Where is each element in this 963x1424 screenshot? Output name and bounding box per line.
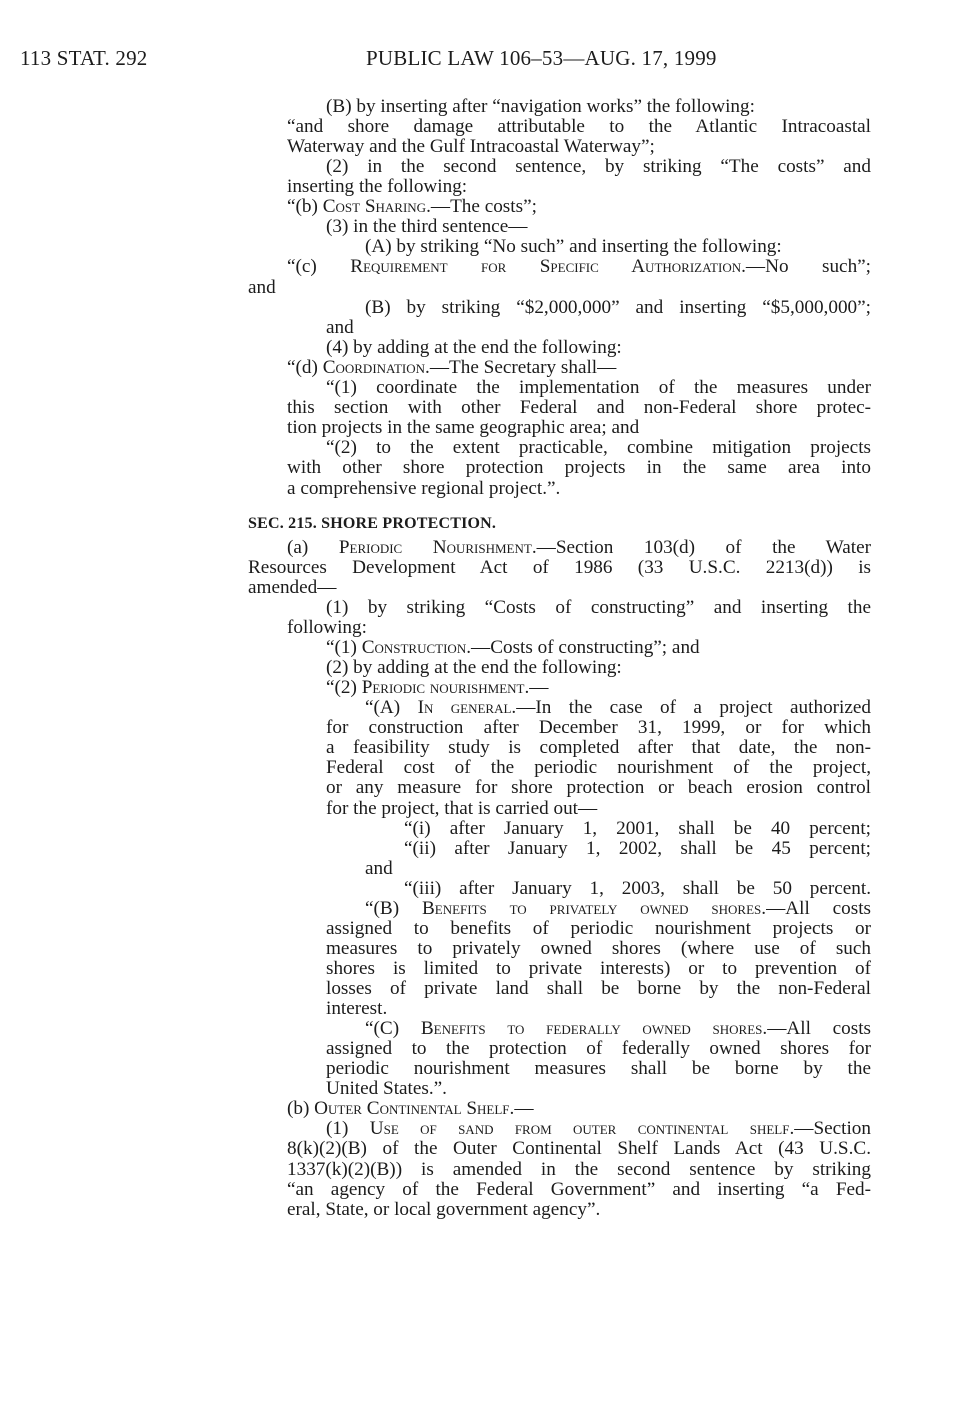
text-line: (2) by adding at the end the following: [326, 657, 622, 678]
subsection-heading: Cost Sharing [322, 196, 427, 217]
text-line: (3) in the third sentence— [326, 216, 528, 237]
section-heading: SEC. 215. SHORE PROTECTION. [248, 515, 497, 532]
text-line: Resources Development Act of 1986 (33 U.S.C. 2213(d)) is [248, 557, 871, 578]
text-line: for the project, that is carried out— [326, 798, 598, 819]
subsection-heading: Use of sand from outer continental shelf [369, 1118, 790, 1139]
text-line: “(2) to the extent practicable, combine mitigation projects [326, 437, 871, 458]
text-line: amended— [248, 577, 337, 598]
text-line: “(ii) after January 1, 2002, shall be 45 percent; [404, 838, 871, 859]
text-line: and [248, 277, 276, 298]
text-line: or any measure for shore protection or beach erosion control [326, 777, 871, 798]
text-line: “(b) Cost Sharing.—The costs”; [287, 196, 537, 217]
text-line: interest. [326, 998, 388, 1019]
text-line: “and shore damage attributable to the Atlantic Intracoastal [287, 116, 871, 137]
subsection-heading: Outer Continental Shelf [314, 1098, 510, 1119]
text-line: shores is limited to private interests) or to prevention of [326, 958, 871, 979]
subsection-heading: Coordination [322, 357, 426, 378]
text-line: (2) in the second sentence, by striking “The costs” and [326, 156, 871, 177]
text-line: “(iii) after January 1, 2003, shall be 50 percent. [404, 878, 871, 899]
text-line: 1337(k)(2)(B)) is amended in the second sentence by striking [287, 1159, 871, 1180]
text-line: United States.”. [326, 1078, 447, 1099]
text-line: assigned to the protection of federally owned shores for [326, 1038, 871, 1059]
subsection-heading: Benefits to privately owned shores [421, 898, 762, 919]
subsection-heading: Requirement for Specific Authorization [350, 256, 742, 277]
text-line: “(1) Construction.—Costs of constructing”; and [326, 637, 700, 658]
text-line: “(B) Benefits to privately owned shores.—All costs [365, 898, 871, 919]
text-line: “(2) Periodic nourishment.— [326, 677, 549, 698]
text-line: (a) Periodic Nourishment.—Section 103(d) of the Water [287, 537, 872, 558]
text-line: this section with other Federal and non-Federal shore protec- [287, 397, 871, 418]
text-line: “(A) In general.—In the case of a project authorized [365, 697, 872, 718]
subsection-heading: Periodic nourishment [361, 677, 525, 698]
text-line: a feasibility study is completed after that date, the non- [326, 737, 871, 758]
page-running-title: PUBLIC LAW 106–53—AUG. 17, 1999 [366, 46, 717, 70]
text-line: periodic nourishment measures shall be borne by the [326, 1058, 871, 1079]
text-line: inserting the following: [287, 176, 468, 197]
text-line: “(d) Coordination.—The Secretary shall— [287, 357, 617, 378]
text-line: “an agency of the Federal Government” and inserting “a Fed- [287, 1179, 871, 1200]
text-line: following: [287, 617, 367, 638]
text-line: (B) by inserting after “navigation works” the following: [326, 96, 755, 117]
subsection-heading: Periodic Nourishment [338, 537, 532, 558]
text-line: “(C) Benefits to federally owned shores.—All costs [365, 1018, 871, 1039]
text-line: 8(k)(2)(B) of the Outer Continental Shelf Lands Act (43 U.S.C. [287, 1138, 871, 1159]
text-line: and [365, 858, 393, 879]
text-line: (1) Use of sand from outer continental shelf.—Section [326, 1118, 871, 1139]
text-line: (1) by striking “Costs of constructing” and inserting the [326, 597, 871, 618]
text-line: eral, State, or local government agency”. [287, 1199, 601, 1220]
text-line: “(i) after January 1, 2001, shall be 40 percent; [404, 818, 871, 839]
text-line: Waterway and the Gulf Intracoastal Waterway”; [287, 136, 655, 157]
subsection-heading: Construction [361, 637, 467, 658]
text-line: “(c) Requirement for Specific Authorization.—No such”; [287, 256, 872, 277]
subsection-heading: In general [417, 697, 512, 718]
text-line: measures to privately owned shores (where use of such [326, 938, 871, 959]
text-line: losses of private land shall be borne by the non-Federal [326, 978, 871, 999]
text-line: and [326, 317, 354, 338]
text-line: (B) by striking “$2,000,000” and inserting “$5,000,000”; [365, 297, 871, 318]
text-line: a comprehensive regional project.”. [287, 478, 561, 499]
text-line: (A) by striking “No such” and inserting the following: [365, 236, 782, 257]
text-line: with other shore protection projects in the same area into [287, 457, 871, 478]
text-line: assigned to benefits of periodic nourishment projects or [326, 918, 871, 939]
text-line: for construction after December 31, 1999, or for which [326, 717, 871, 738]
text-line: Federal cost of the periodic nourishment of the project, [326, 757, 871, 778]
text-line: tion projects in the same geographic area; and [287, 417, 640, 438]
stat-page-number: 113 STAT. 292 [20, 46, 148, 70]
text-line: (b) Outer Continental Shelf.— [287, 1098, 534, 1119]
text-line: (4) by adding at the end the following: [326, 337, 622, 358]
text-line: “(1) coordinate the implementation of the measures under [326, 377, 871, 398]
subsection-heading: Benefits to federally owned shores [420, 1018, 763, 1039]
